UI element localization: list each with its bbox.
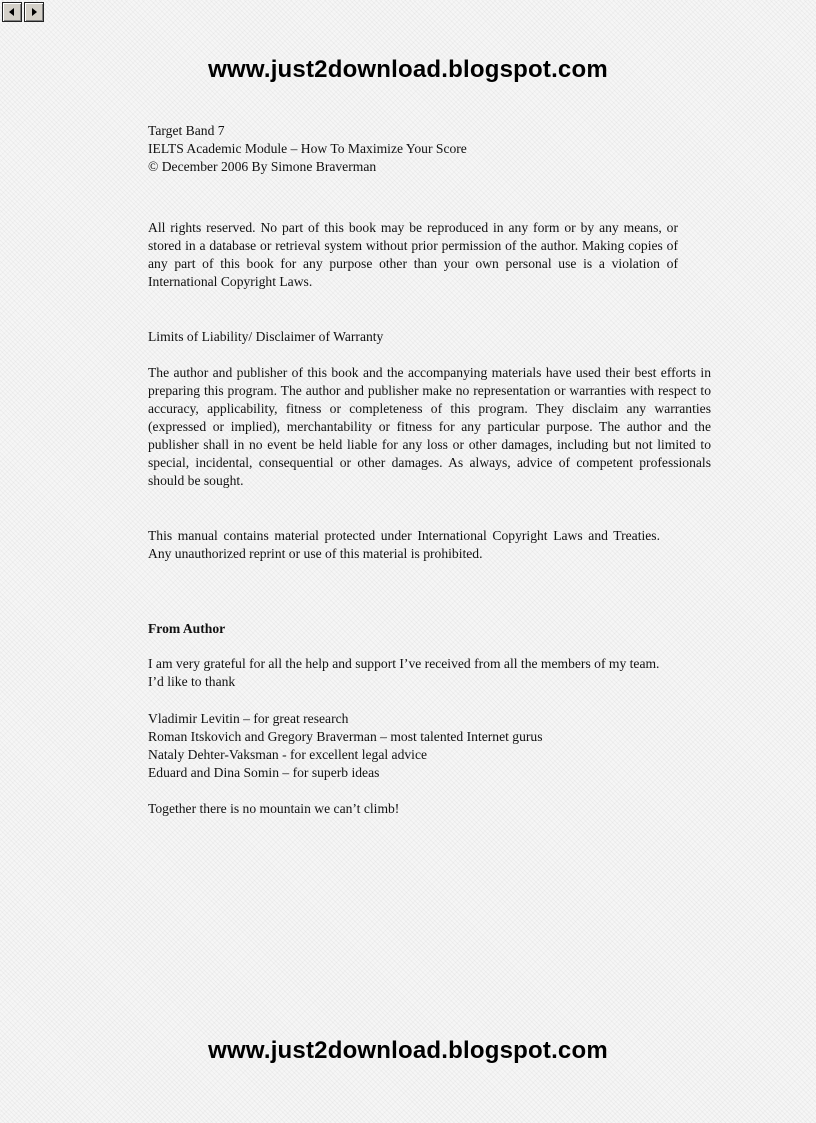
list-item: Nataly Dehter-Vaksman - for excellent legal advice [148,747,428,762]
thanks-list [148,710,711,782]
page-navigation [2,2,44,22]
title-block [148,122,711,176]
disclaimer-paragraph [148,364,711,490]
from-author-heading-block [148,620,711,638]
disclaimer-heading: Limits of Liability/ Disclaimer of Warranty [148,329,384,344]
closing-block [148,800,711,818]
left-arrow-icon [7,7,17,17]
closing-line: Together there is no mountain we can’t climb! [148,801,400,816]
disclaimer-heading-block [148,328,711,346]
book-subtitle: IELTS Academic Module – How To Maximize Your Score [148,141,467,156]
previous-page-button[interactable] [2,2,22,22]
list-item: Vladimir Levitin – for great research [148,711,349,726]
copyright-notice-text: This manual contains material protected under International Copyright Laws and Treaties. Any unauthorized reprint or use of this material is prohibited. [148,528,660,561]
watermark-bottom: www.just2download.blogspot.com [208,1037,608,1064]
from-author-heading: From Author [148,621,226,636]
author-intro-paragraph [148,655,711,691]
rights-paragraph [148,219,711,291]
rights-text: All rights reserved. No part of this book may be reproduced in any form or by any means, or stored in a database or retrieval system without prior permission of the author. Making copies of any part of this book for any purpose other than your own personal use is a violation of International Copyright Laws. [148,220,678,289]
copyright-notice-paragraph [148,527,711,563]
next-page-button[interactable] [24,2,44,22]
watermark-top: www.just2download.blogspot.com [208,56,608,83]
right-arrow-icon [29,7,39,17]
copyright-line: © December 2006 By Simone Braverman [148,159,377,174]
list-item: Eduard and Dina Somin – for superb ideas [148,765,380,780]
author-intro-text: I am very grateful for all the help and support I’ve received from all the members of my team. I’d like to thank [148,656,660,689]
disclaimer-text: The author and publisher of this book and the accompanying materials have used their best efforts in preparing this program. The author and publisher make no representation or warranties with respect to accuracy, applicability, fitness or completeness of this program. They disclaim any warranties (expressed or implied), merchantability or fitness for any particular purpose. The author and the publisher shall in no event be held liable for any loss or other damages, including but not limited to special, incidental, consequential or other damages. As always, advice of competent professionals should be sought. [148,365,711,488]
book-title: Target Band 7 [148,123,225,138]
list-item: Roman Itskovich and Gregory Braverman – most talented Internet gurus [148,729,543,744]
